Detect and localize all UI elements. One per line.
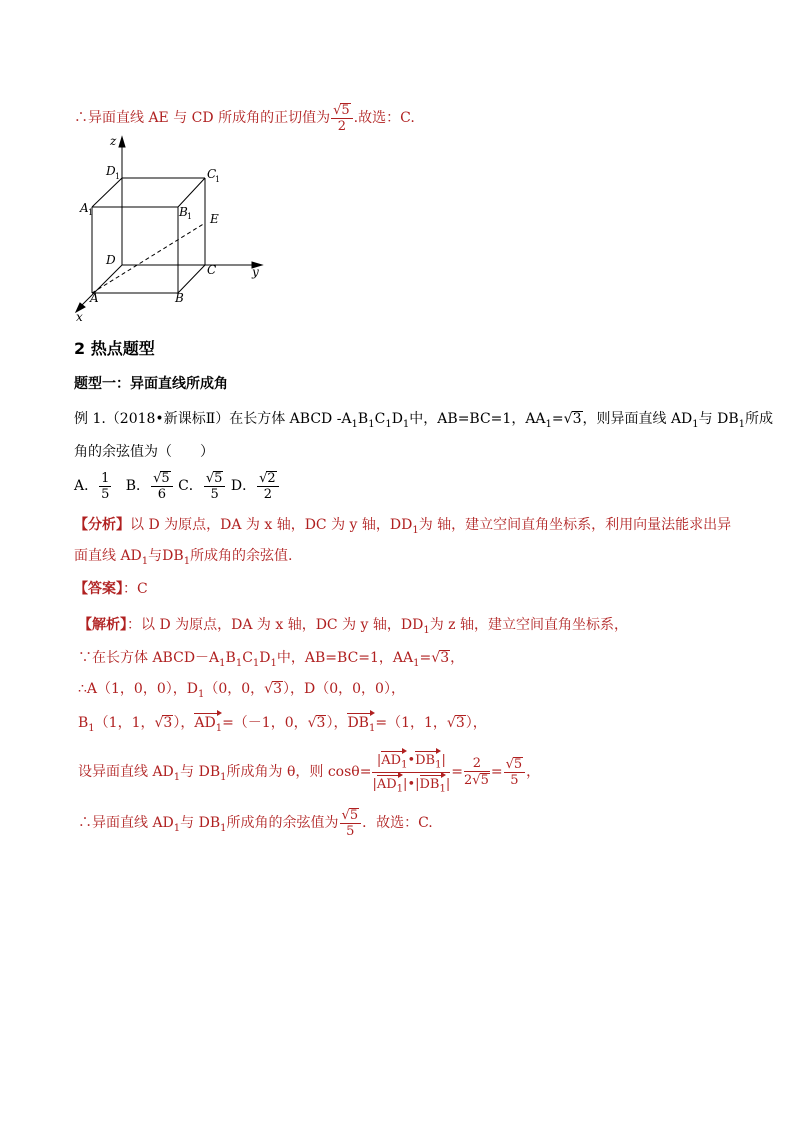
svg-text:A: A bbox=[90, 291, 99, 305]
z-axis-arrow bbox=[119, 137, 125, 147]
tan-suffix: .故选：C. bbox=[353, 110, 415, 126]
svg-text:A: A bbox=[80, 201, 89, 215]
svg-text:D: D bbox=[106, 164, 116, 178]
analysis-line-1: 【分析】以 D 为原点，DA 为 x 轴，DC 为 y 轴，$DD_1$为 轴，建立空间直角坐标系，利用向量法能求出异 bbox=[74, 517, 732, 536]
tan-fraction: $\frac{√5}{2}$ bbox=[331, 103, 353, 133]
solution-line-6: ∴异面直线 $AD_1$与 $DB_1$所成角的余弦值为 $\frac{√5}{5}$ ．故选：C. bbox=[78, 808, 433, 839]
svg-text:1: 1 bbox=[215, 175, 221, 184]
svg-text:E: E bbox=[210, 212, 219, 226]
label-z: z bbox=[110, 135, 117, 148]
solution-line-1: 【解析】：以 D 为原点，DA 为 x 轴，DC 为 y 轴，$DD_1$为 z 轴，建立空间直角坐标系， bbox=[78, 617, 629, 636]
cuboid-figure bbox=[60, 135, 275, 325]
analysis-line-2: 面直线 $AD_1$与$DB_1$所成角的余弦值. bbox=[74, 548, 293, 567]
example-line-1: 例 1.（2018•新课标Ⅱ）在长方体 ABCD $-A_1B_1C_1D_1$中，AB=BC=1，$AA_1=√3$，则异面直线 $AD_1$与 $DB_1$所成 bbox=[74, 411, 774, 430]
solution-line-3: ∴A（1，0，0），$D_1(0$，0，√3），D（0，0，0）， bbox=[78, 681, 405, 700]
svg-text:C: C bbox=[207, 263, 217, 277]
vector-DB1: $DB_1$ bbox=[347, 712, 375, 734]
option-c[interactable]: C． bbox=[178, 478, 203, 494]
option-b[interactable]: B． bbox=[125, 478, 151, 494]
cos-fraction: $\frac{|AD_1•DB_1|}{|AD_1|•|DB_1|}$ bbox=[372, 750, 450, 794]
svg-text:1: 1 bbox=[115, 172, 121, 181]
section-subheading: 题型一：异面直线所成角 bbox=[74, 376, 228, 392]
tan-conclusion-line bbox=[74, 103, 415, 133]
option-a[interactable]: A． bbox=[74, 478, 99, 494]
example-options: A． $\frac{1}{5}$ B． $\frac{√5}{6}$ C． $\frac{√5}{5}$ D． $\frac{√2}{2}$ bbox=[74, 471, 280, 501]
x-axis bbox=[80, 265, 122, 307]
svg-text:B: B bbox=[175, 291, 184, 305]
section-heading: 2 热点题型 bbox=[74, 339, 155, 358]
answer-line: 【答案】：C bbox=[74, 581, 148, 597]
svg-text:C: C bbox=[207, 167, 217, 181]
tan-text: ∴异面直线 AE 与 CD 所成角的正切值为 bbox=[74, 110, 331, 126]
solution-line-4: $B_1(1$，1，√3），$AD_1=(-1$，0，√3），$DB_1=(1$，1，√3）， bbox=[78, 712, 487, 734]
vector-AD1: $AD_1$ bbox=[194, 712, 222, 734]
svg-text:y: y bbox=[252, 265, 259, 279]
svg-text:B: B bbox=[179, 205, 188, 219]
solution-line-2: ∵在长方体 $ABCD-A_1B_1C_1D_1$中，AB=BC=1，$AA_1=√3$， bbox=[78, 650, 465, 669]
svg-text:D: D bbox=[106, 253, 116, 267]
example-line-2: 角的余弦值为（ ） bbox=[74, 444, 214, 460]
svg-text:1: 1 bbox=[187, 212, 193, 221]
svg-text:1: 1 bbox=[88, 208, 94, 217]
option-d[interactable]: D． bbox=[230, 478, 257, 494]
svg-text:x: x bbox=[76, 310, 83, 324]
solution-line-5: 设异面直线 $AD_1$与 $DB_1$所成角为 θ，则 cosθ= $\frac{|AD_1•DB_1|}{|AD_1|•|DB_1|}$ = $\frac{2}{2√5}$ = $\frac{√5}{5}$ ， bbox=[78, 750, 540, 794]
